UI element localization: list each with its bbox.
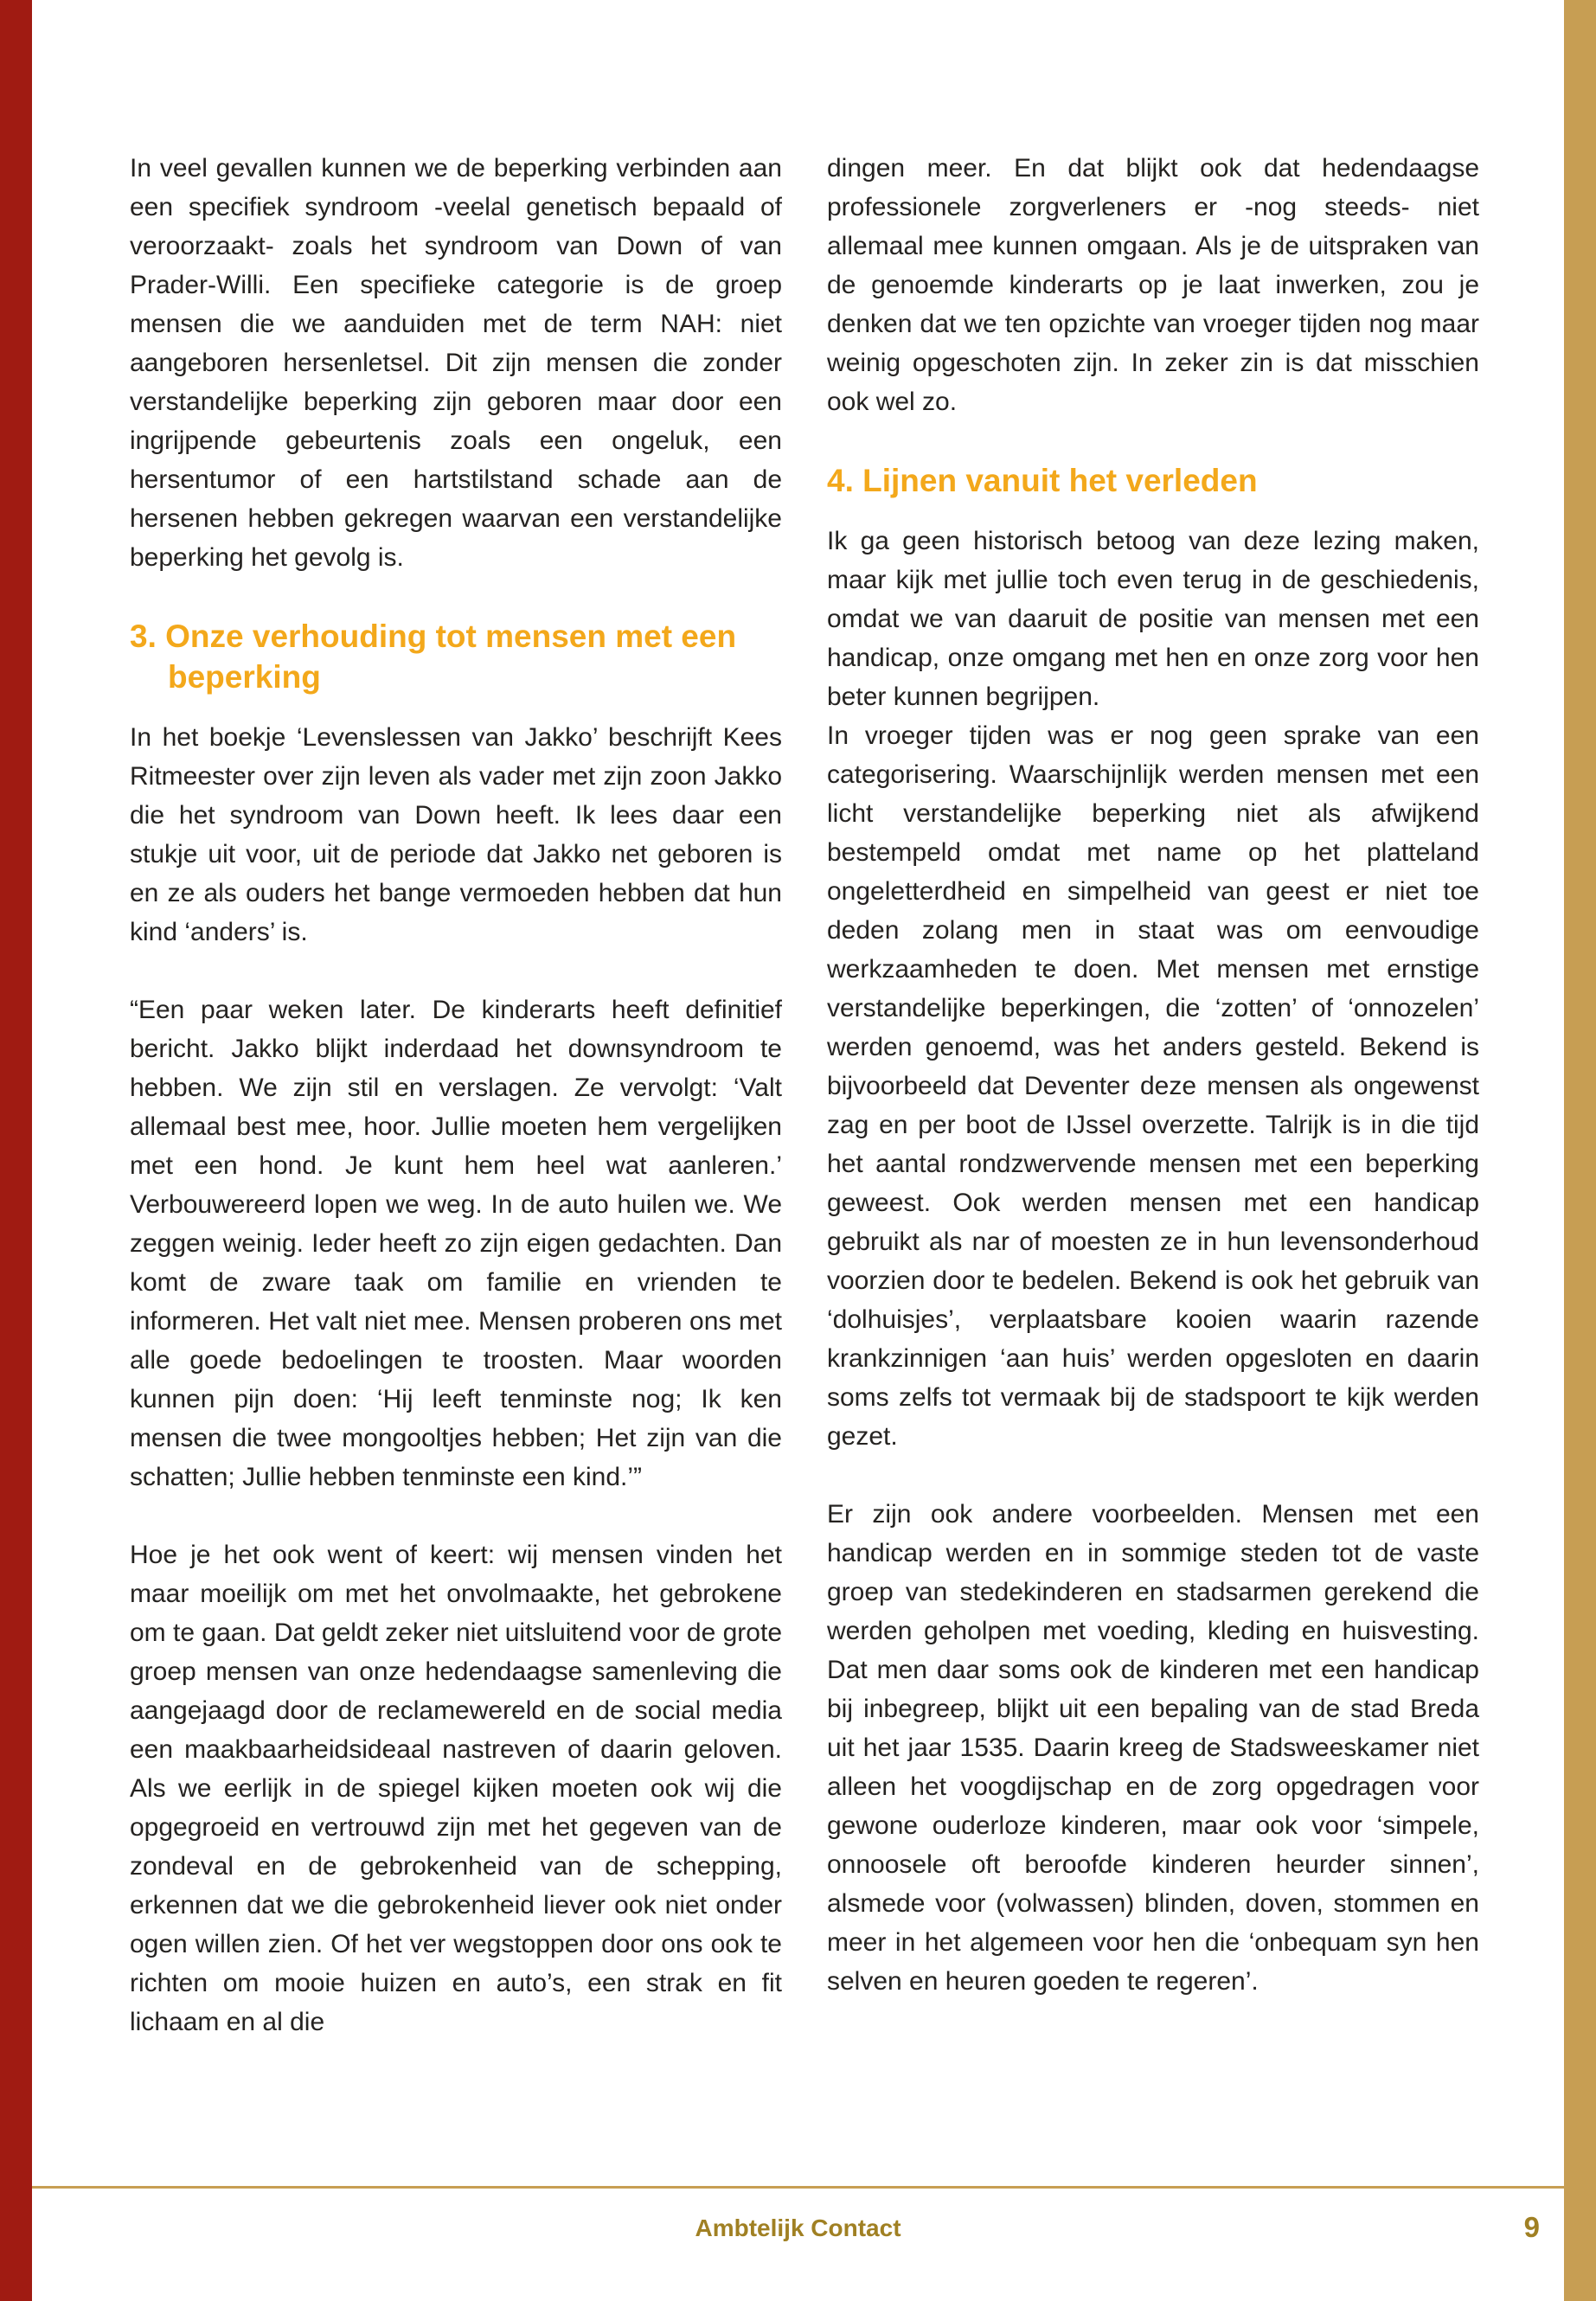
right-column [827,149,1479,2041]
paragraph-ikga: Ik ga geen historisch betoog van deze lezing maken, maar kijk met jullie toch even terug in de geschiedenis, omdat we van daaruit de positie van mensen met een handicap, onze omgang met hen en onze zorg voor hen beter kunnen begrijpen. [827,527,1479,711]
journal-title: Ambtelijk Contact [695,2214,901,2241]
paragraph-boekje: In het boekje ‘Levenslessen van Jakko’ beschrijft Kees Ritmeester over zijn leven als vader met zijn zoon Jakko die het syndroom van Down heeft. Ik lees daar een stukje uit voor, uit de periode dat Jakko net geboren is en ze als ouders het bange vermoeden hebben dat hun kind ‘anders’ is. [130,723,782,946]
page-footer [32,2209,1564,2261]
page-number: 9 [1523,2211,1540,2243]
paragraph-invroeger: In vroeger tijden was er nog geen sprake van een categorisering. Waarschijnlijk werden mensen met een licht verstandelijke beperking niet als afwijkend bestempeld omdat met name op het platteland ongeletterdheid en simpelheid van geest er niet toe deden zolang men in staat was om eenvoudige werkzaamheden te doen. Met mensen met ernstige verstandelijke beperkingen, die ‘zotten’ of ‘onnozelen’ werden genoemd, was het anders gesteld. Bekend is bijvoorbeeld dat Deventer deze mensen als ongewenst zag en per boot de IJssel overzette. Talrijk is in die tijd het aantal rondzwervende mensen met een beperking geweest. Ook werden mensen met een handicap gebruikt als nar of moesten ze in hun levensonderhoud voorzien door te bedelen. Bekend is ook het gebruik van ‘dolhuisjes’, verplaatsbare kooien waarin razende krankzinnigen ‘aan huis’ werden opgesloten en daarin soms zelfs tot vermaak bij de stadspoort te kijk werden gezet. [827,721,1479,1451]
left-accent-bar [0,0,32,2301]
paragraph-dingen: dingen meer. En dat blijkt ook dat hedendaagse professionele zorgverleners er -nog steeds- niet allemaal mee kunnen omgaan. Als je de uitspraken van de genoemde kinderarts op je laat inwerken, zou je denken dat we ten opzichte van vroeger tijden nog maar weinig opgeschoten zijn. In zeker zin is dat misschien ook wel zo. [827,154,1479,416]
page-content [130,149,1479,2041]
paragraph-erzijn: Er zijn ook andere voorbeelden. Mensen met een handicap werden en in sommige steden tot de vaste groep van stedekinderen en stadsarmen gerekend die werden geholpen met voeding, kleding en huisvesting. Dat men daar soms ook de kinderen met een handicap bij inbegreep, blijkt uit een bepaling van de stad Breda uit het jaar 1535. Daarin kreeg de Stadsweeskamer niet alleen het voogdijschap en de zorg opgedragen voor gewone ouderloze kinderen, maar ook voor ‘simpele, onnoosele oft beroofde kinderen heurder sinnen’, alsmede voor (volwassen) blinden, doven, stommen en meer in het algemeen voor hen die ‘onbequam syn hen selven en heuren goeden te regeren’. [827,1500,1479,1996]
left-column [130,149,782,2041]
paragraph-hoe: Hoe je het ook went of keert: wij mensen vinden het maar moeilijk om met het onvolmaakte, het gebrokene om te gaan. Dat geldt zeker niet uitsluitend voor de grote groep mensen van onze hedendaagse samenleving die aangejaagd door de reclamewereld en de social media een maakbaarheidsideaal nastreven of daarin geloven. Als we eerlijk in de spiegel kijken moeten ook wij die opgegroeid en vertrouwd zijn met het gegeven van de zondeval en de gebrokenheid van de schepping, erkennen dat we die gebrokenheid liever ook niet onder ogen willen zien. Of het ver wegstoppen door ons ook te richten om mooie huizen en auto’s, een strak en fit lichaam en al die [130,1541,782,2036]
footer-rule [32,2186,1564,2189]
section-heading-3: 3. Onze verhouding tot mensen met een beperking [130,619,737,695]
paragraph-quote: “Een paar weken later. De kinderarts heeft definitief bericht. Jakko blijkt inderdaad het downsyndroom te hebben. We zijn stil en verslagen. Ze vervolgt: ‘Valt allemaal best mee, hoor. Jullie moeten hem vergelijken met een hond. Je kunt hem heel wat aanleren.’ Verbouwereerd lopen we weg. In de auto huilen we. We zeggen weinig. Ieder heeft zo zijn eigen gedachten. Dan komt de zware taak om familie en vrienden te informeren. Het valt niet mee. Mensen proberen ons met alle goede bedoelingen te troosten. Maar woorden kunnen pijn doen: ‘Hij leeft tenminste nog; Ik ken mensen die twee mongooltjes hebben; Het zijn van die schatten; Jullie hebben tenminste een kind.’” [130,996,782,1491]
paragraph-intro: In veel gevallen kunnen we de beperking verbinden aan een specifiek syndroom -veelal genetisch bepaald of veroorzaakt- zoals het syndroom van Down of van Prader-Willi. Een specifieke categorie is de groep mensen die we aanduiden met de term NAH: niet aangeboren hersenletsel. Dit zijn mensen die zonder verstandelijke beperking zijn geboren maar door een ingrijpende gebeurtenis zoals een ongeluk, een hersentumor of een hartstilstand schade aan de hersenen hebben gekregen waarvan een verstandelijke beperking het gevolg is. [130,154,782,572]
section-heading-4: 4. Lijnen vanuit het verleden [827,463,1258,498]
right-accent-bar [1564,0,1596,2301]
